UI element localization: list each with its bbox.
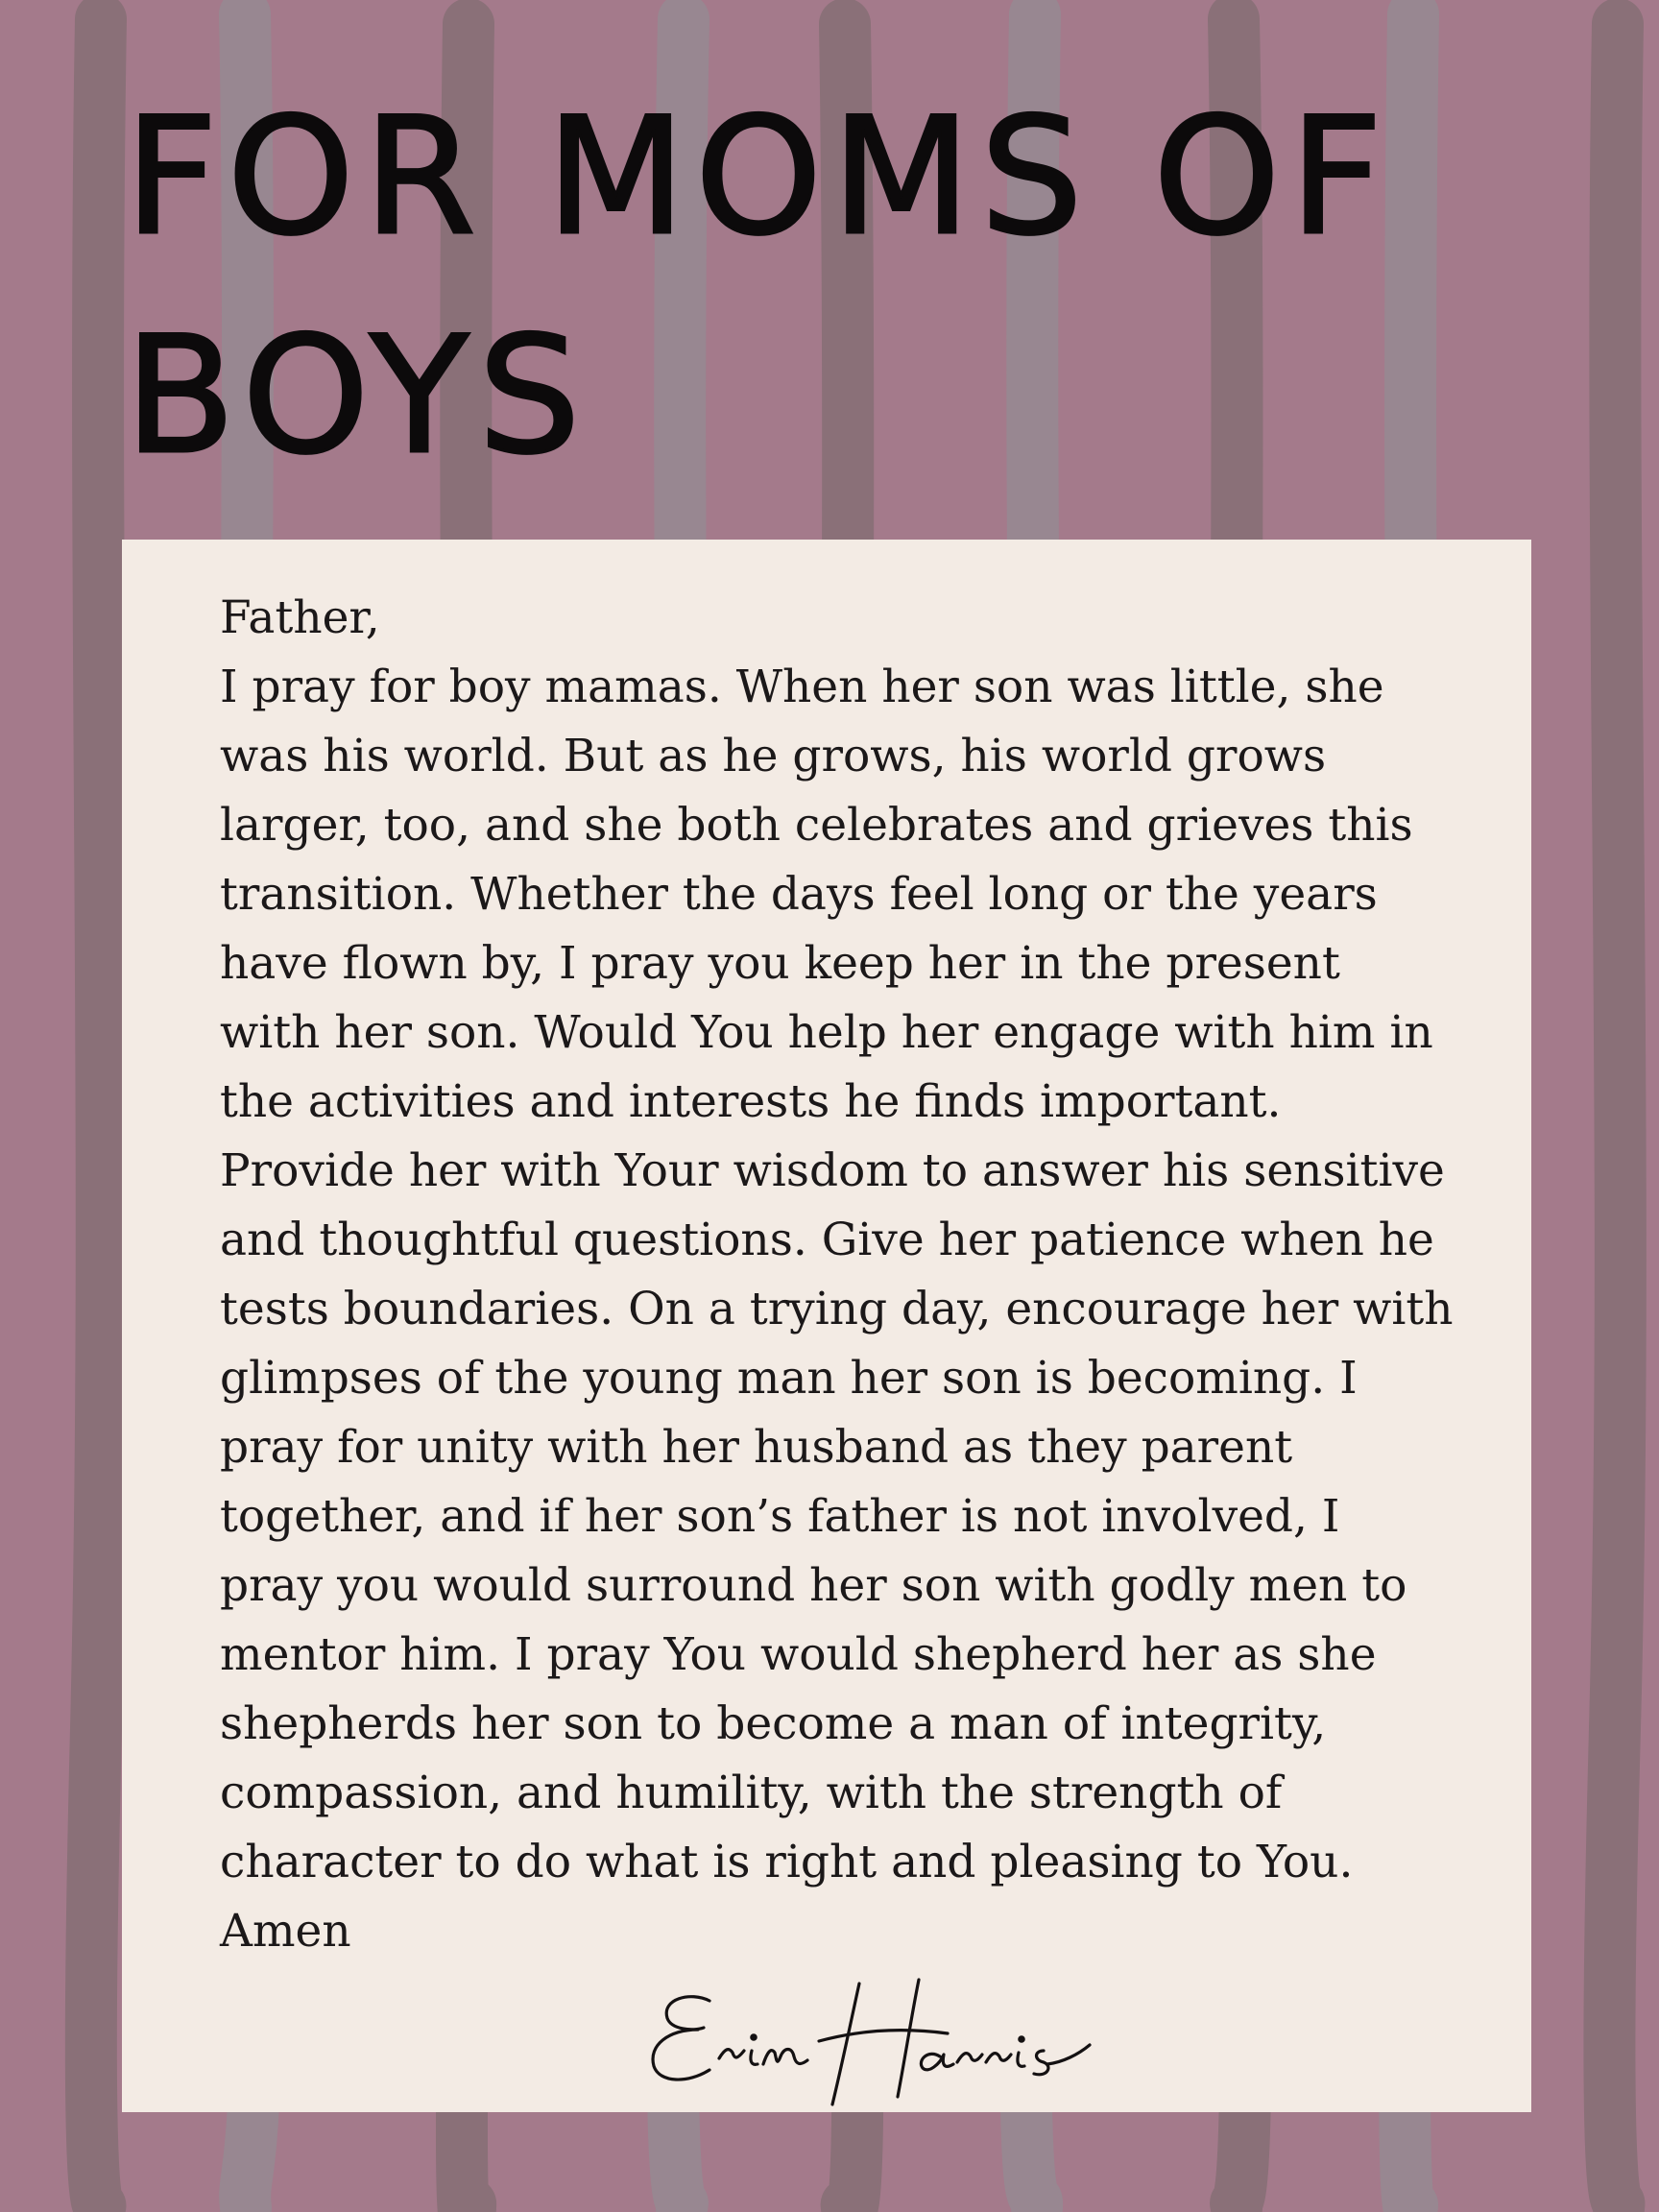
- prayer-closing: Amen: [220, 1905, 351, 1958]
- prayer-salutation: Father,: [220, 591, 380, 644]
- signature-image: [640, 1970, 1178, 2114]
- prayer-card: [122, 540, 1531, 2112]
- prayer-text: [220, 584, 1455, 1966]
- prayer-body: I pray for boy mamas. When her son was little, she was his world. But as he grows, his world grows larger, too, and she both celebrates and grieves this transition. Whether the days feel long or the years have flown by, I pray you keep her in the present with her son. Would You help her engage with him in the activities and interests he finds important. Provide her with Your wisdom to answer his sensitive and thoughtful questions. Give her patience when he tests boundaries. On a trying day, encourage her with glimpses of the young man her son is becoming. I pray for unity with her husband as they parent together, and if her son’s father is not involved, I pray you would surround her son with godly men to mentor him. I pray You would shepherd her as she shepherds her son to become a man of integrity, compassion, and humility, with the strength of character to do what is right and pleasing to You.: [220, 661, 1454, 1888]
- poster-title: FOR MOMS OF BOYS: [125, 83, 1393, 490]
